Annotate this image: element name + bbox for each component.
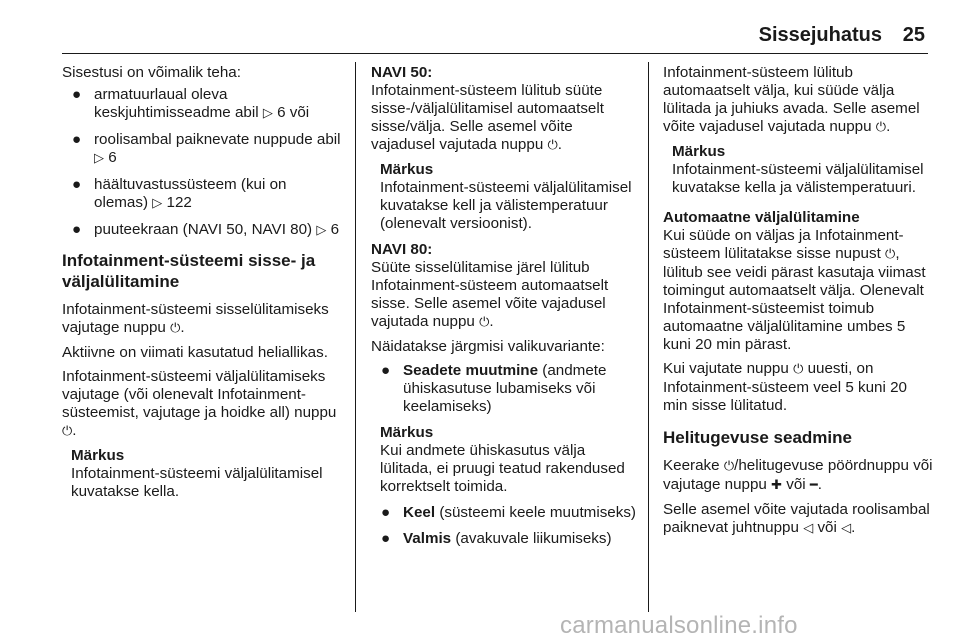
volume-down-icon: ◁ bbox=[841, 521, 852, 536]
note-box bbox=[71, 447, 344, 501]
note-text: Kui andmete ühiskasutus välja lülitada, ei pruugi teatud rakendused korrektselt toimida. bbox=[380, 442, 625, 495]
power-icon: ⏻ bbox=[723, 459, 735, 474]
volume-up-icon: ◁ bbox=[803, 521, 814, 536]
paragraph: Infotainment-süsteemi väljalülitamiseks vajutage (või olenevalt Infotainment-süsteemist, vajutage ja hoidke all) nuppu ⏻. bbox=[62, 368, 337, 439]
paragraph: Selle asemel võite vajutada roolisambal paiknevat juhtnuppu ◁ või ◁. bbox=[663, 501, 930, 536]
header-rule bbox=[62, 53, 928, 54]
note-title: Märkus bbox=[71, 447, 125, 464]
page-ref[interactable]: 6 või bbox=[277, 104, 310, 121]
power-icon: ⏻ bbox=[885, 247, 896, 262]
page-ref[interactable]: 6 bbox=[330, 221, 340, 238]
paragraph: Infotainment-süsteem lülitub automaatselt välja, kui süüde välja lülitada ja juhiuks avada. Selle asemel võite vajadusel vajutada nuppu ⏻. bbox=[663, 64, 920, 135]
paragraph: Aktiivne on viimati kasutatud heliallikas. bbox=[62, 344, 328, 361]
power-icon: ⏻ bbox=[793, 362, 804, 377]
note-box bbox=[380, 161, 639, 233]
page-ref-icon: ▷ bbox=[262, 106, 273, 121]
power-icon: ⏻ bbox=[170, 321, 181, 336]
input-methods-list bbox=[62, 86, 344, 240]
page-ref-icon: ▷ bbox=[152, 196, 163, 211]
options-list bbox=[371, 504, 639, 548]
note-text: Infotainment-süsteemi väljalülitamisel kuvatakse kella. bbox=[71, 465, 323, 500]
note-title: Märkus bbox=[380, 161, 434, 178]
option-name: Keel bbox=[403, 504, 436, 521]
note-title: Märkus bbox=[380, 424, 434, 441]
intro-text: Sisestusi on võimalik teha: bbox=[62, 64, 241, 81]
list-item: ● Seadete muutmine (andmete ühiskasutuse lubamiseks või keelamiseks) bbox=[381, 362, 607, 415]
note-box bbox=[380, 424, 639, 496]
list-item: ● häältuvastussüsteem (kui on olemas) ▷ 122 bbox=[72, 176, 287, 211]
paragraph: Infotainment-süsteem lülitub süüte sisse-/väljalülitamisel automaatselt sisse/välja. Selle asemel võite vajadusel vajutada nuppu ⏻. bbox=[371, 82, 604, 153]
plus-icon: ✚ bbox=[771, 478, 783, 493]
column-1 bbox=[62, 64, 344, 509]
list-item: ● Keel (süsteemi keele muutmiseks) bbox=[381, 504, 636, 521]
minus-icon: ━ bbox=[809, 478, 818, 493]
page-ref-icon: ▷ bbox=[316, 223, 327, 238]
note-box bbox=[672, 143, 935, 197]
paragraph: Süüte sisselülitamise järel lülitub Infotainment-süsteem automaatselt sisse. Selle asemel võite vajadusel vajutada nuppu ⏻. bbox=[371, 259, 609, 330]
note-title: Märkus bbox=[672, 143, 726, 160]
page-header bbox=[0, 0, 960, 54]
column-divider bbox=[648, 62, 649, 612]
list-item: ● puuteekraan (NAVI 50, NAVI 80) ▷ 6 bbox=[72, 221, 340, 238]
paragraph: Keerake ⏻/helitugevuse pöördnuppu või vajutage nuppu ✚ või ━. bbox=[663, 457, 933, 493]
bullet-icon: ● bbox=[72, 86, 82, 103]
list-item: ● armatuurlaual oleva keskjuhtimisseadme abil ▷ 6 või bbox=[72, 86, 310, 121]
section-heading: Infotainment-süsteemi sisse- ja väljalülitamine bbox=[62, 251, 316, 291]
bullet-icon: ● bbox=[72, 131, 82, 148]
power-icon: ⏻ bbox=[62, 424, 73, 439]
page-number: 25 bbox=[902, 24, 925, 46]
paragraph: Infotainment-süsteemi sisselülitamiseks vajutage nuppu ⏻. bbox=[62, 301, 329, 336]
page-title: Sissejuhatus bbox=[758, 24, 882, 46]
column-3 bbox=[663, 64, 935, 544]
note-text: Infotainment-süsteemi väljalülitamisel kuvatakse kell ja välistemperatuur (olenevalt versioonist). bbox=[380, 179, 632, 232]
bullet-icon: ● bbox=[381, 362, 391, 379]
options-list bbox=[371, 362, 639, 416]
option-name: Valmis bbox=[403, 530, 452, 547]
paragraph: Kui vajutate nuppu ⏻ uuesti, on Infotainment-süsteem veel 5 kuni 20 min sisse lülitatud. bbox=[663, 360, 907, 414]
watermark: carmanualsonline.info bbox=[560, 612, 798, 639]
bullet-icon: ● bbox=[381, 504, 391, 521]
page-ref-icon: ▷ bbox=[94, 151, 104, 166]
option-name: Seadete muutmine bbox=[403, 362, 539, 379]
bullet-icon: ● bbox=[72, 176, 82, 193]
column-divider bbox=[355, 62, 356, 612]
options-intro: Näidatakse järgmisi valikuvariante: bbox=[371, 338, 605, 355]
note-text: Infotainment-süsteemi väljalülitamisel kuvatakse kella ja välistemperatuuri. bbox=[672, 161, 924, 196]
power-icon: ⏻ bbox=[547, 138, 558, 153]
page-ref[interactable]: 6 bbox=[108, 149, 117, 166]
bullet-icon: ● bbox=[72, 221, 82, 238]
paragraph: Kui süüde on väljas ja Infotainment-süsteem lülitatakse sisse nupust ⏻, lülitub see veidi pärast kasutaja viimast toimingut automaatselt välja. Olenevalt Infotainment-süsteemist toimub automaatne väljalülitamine umbes 5 kuni 20 min pärast. bbox=[663, 227, 926, 353]
navi50-label: NAVI 50: bbox=[371, 64, 433, 81]
subheading: Automaatne väljalülitamine bbox=[663, 209, 860, 226]
power-icon: ⏻ bbox=[875, 120, 887, 135]
column-2 bbox=[371, 64, 639, 556]
list-item: ● roolisambal paiknevate nuppude abil ▷ 6 bbox=[72, 131, 341, 166]
list-item: ● Valmis (avakuvale liikumiseks) bbox=[381, 530, 612, 547]
power-icon: ⏻ bbox=[479, 315, 490, 330]
navi80-label: NAVI 80: bbox=[371, 241, 433, 258]
page-ref[interactable]: 122 bbox=[166, 194, 192, 211]
bullet-icon: ● bbox=[381, 530, 391, 547]
section-heading: Helitugevuse seadmine bbox=[663, 428, 852, 447]
